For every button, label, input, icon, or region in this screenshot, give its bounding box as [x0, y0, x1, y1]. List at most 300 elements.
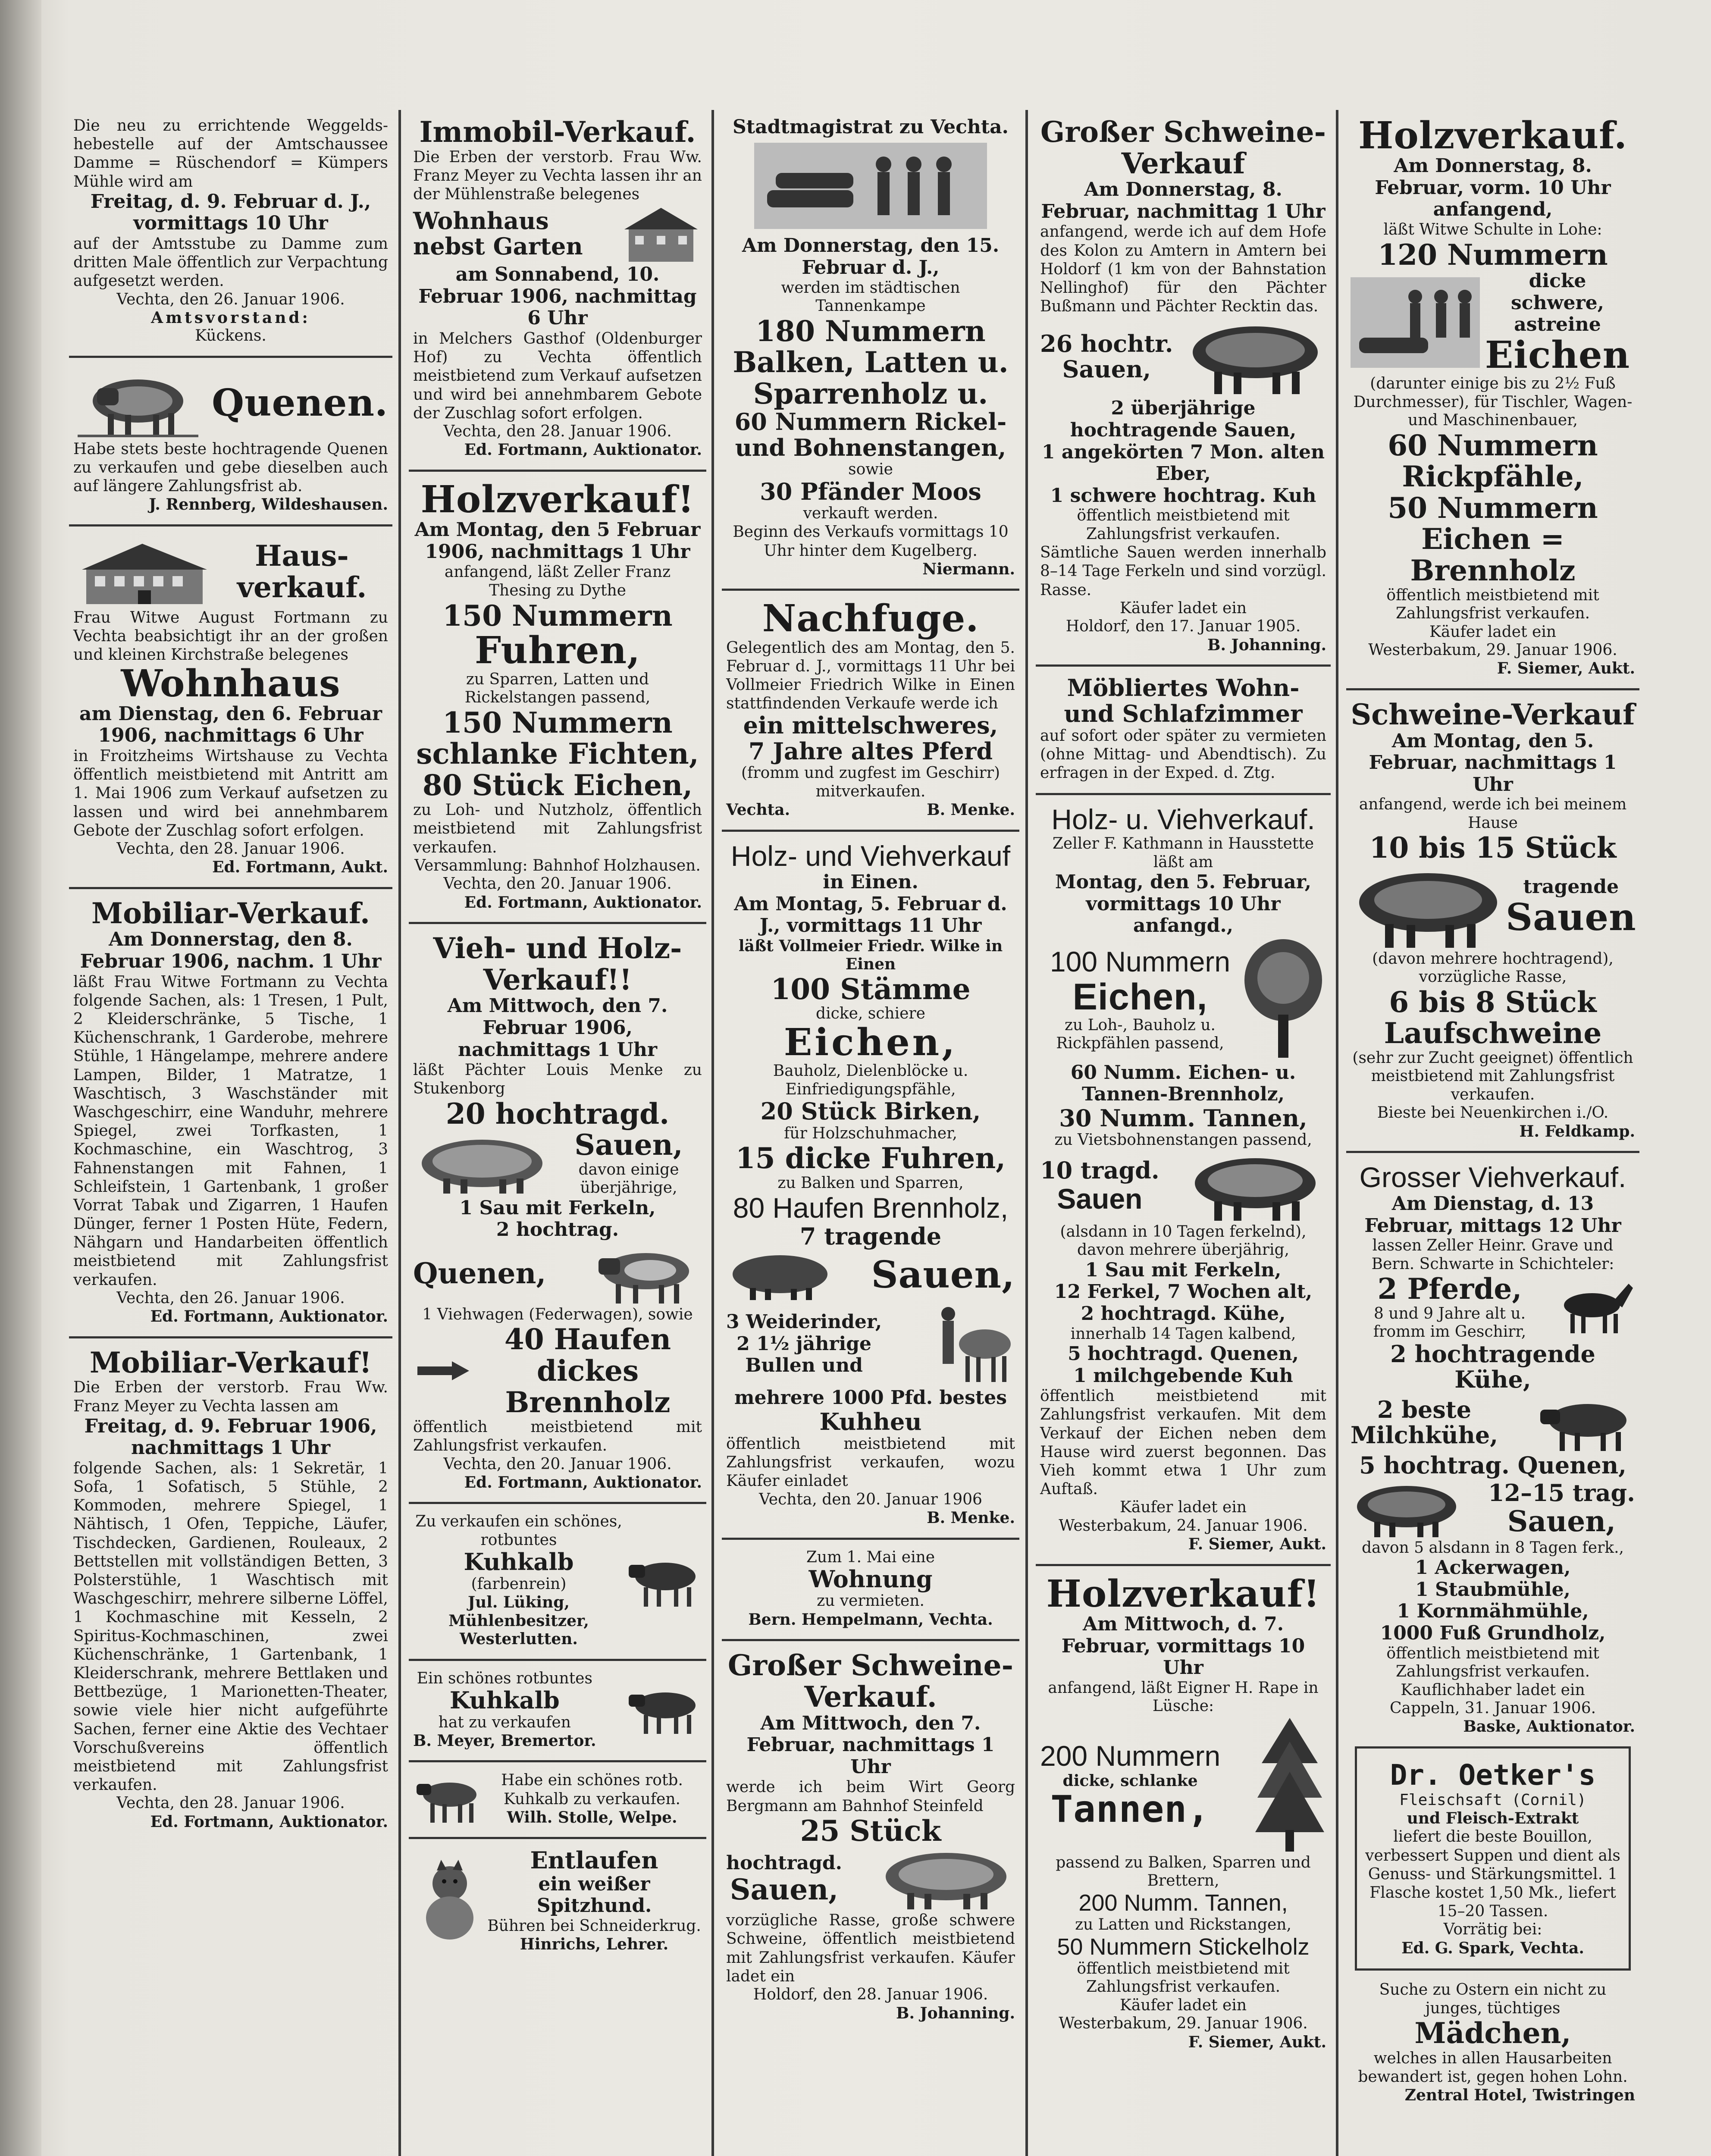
- ad-text: läßt Pächter Louis Menke zu Stukenborg: [413, 1061, 702, 1098]
- ad-date-line: Westerbakum, 29. Januar 1906.: [1059, 2015, 1308, 2033]
- ad-item: Eichen,: [1072, 976, 1208, 1018]
- ad-subtitle: Fleischsaft (Cornil): [1399, 1791, 1586, 1809]
- ad-date: Am Mittwoch, d. 7. Februar, vormittags 10 Uhr: [1061, 1613, 1305, 1679]
- ad-date-line: Vechta, den 20. Januar 1906.: [443, 875, 672, 893]
- ad-text: davon einige überjährige,: [578, 1160, 679, 1197]
- ad-text: öffentlich meistbietend mit Zahlungsfrist verkaufen.: [1386, 1644, 1599, 1681]
- ad-text: Ein schönes rotbuntes: [417, 1669, 592, 1687]
- ad-item: Sparrenholz u.: [753, 376, 988, 411]
- ad-separator: [722, 830, 1019, 832]
- ad-item: 12–15 trag.: [1488, 1479, 1635, 1507]
- ad-holzverkauf-thesing: [409, 477, 706, 912]
- ad-text: öffentlich meistbietend mit Zahlungsfrist verkaufen.: [1077, 507, 1290, 543]
- ad-item: 10 tragd.: [1040, 1156, 1159, 1184]
- ad-item: 100 Stämme: [771, 972, 971, 1006]
- ad-item: Rickpfähle,: [1402, 460, 1584, 494]
- ad-text: Zu verkaufen ein schönes, rotbuntes: [415, 1513, 622, 1549]
- ad-item: Laufschweine: [1384, 1016, 1602, 1050]
- ad-item: Balken, Latten u.: [733, 345, 1009, 379]
- ad-item: 50 Nummern Stickelholz: [1057, 1934, 1310, 1960]
- ad-item: 10 bis 15 Stück: [1369, 831, 1617, 865]
- ad-item: 6 bis 8 Stück: [1389, 985, 1597, 1019]
- ad-date-line: Westerbakum, 29. Januar 1906.: [1368, 641, 1617, 659]
- house-icon: [620, 204, 702, 264]
- ad-text: Zeller F. Kathmann in Hausstette läßt am: [1052, 835, 1314, 871]
- ad-holzverkauf-lohe: [1346, 116, 1639, 678]
- house-icon: [73, 535, 216, 608]
- ad-item: 1000 Fuß Grundholz,: [1380, 1622, 1606, 1644]
- ad-item: 1 Sau mit Ferkeln,: [1085, 1259, 1282, 1281]
- ad-title: Vieh- und Holz-Verkauf!!: [433, 931, 682, 997]
- ad-item: Sauen,: [1507, 1504, 1616, 1539]
- ad-item: 2 überjährige hochtragende Sauen,: [1070, 397, 1297, 441]
- ad-title: Großer Schweine-Verkauf: [1040, 116, 1326, 180]
- ad-nachfuge: [722, 599, 1019, 819]
- ad-text: (farbenrein): [471, 1575, 567, 1593]
- ad-item: 1 Kornmähmühle,: [1397, 1600, 1589, 1623]
- ad-text: Käufer ladet ein: [1119, 1498, 1247, 1517]
- ad-text: (fromm und zugfest im Geschirr) mitverkaufen.: [741, 764, 1000, 800]
- ad-place: Vechta.: [726, 801, 790, 819]
- column-rule: [711, 110, 714, 2156]
- ad-text: Bühren bei Schneiderkrug.: [487, 1917, 701, 1935]
- ad-date: Am Montag, den 5 Februar 1906, nachmittags 1 Uhr: [414, 519, 701, 563]
- ad-signer: Wilh. Stolle, Welpe.: [507, 1808, 677, 1827]
- ad-date-line: Cappeln, 31. Januar 1906.: [1389, 1699, 1596, 1717]
- ad-text: auf sofort oder später zu vermieten (ohne Mittag- und Abendtisch). Zu erfragen in der Exped. d. Ztg.: [1040, 727, 1326, 782]
- ad-text: zu Latten und Rickstangen,: [1075, 1916, 1291, 1934]
- ad-item: 1 milchgebende Kuh: [1073, 1364, 1293, 1387]
- ad-item: hochtragd.: [726, 1852, 842, 1874]
- ad-schweine-amtern: [1036, 116, 1331, 654]
- ad-text: öffentlich meistbietend mit Zahlungsfrist verkaufen. Mit dem Verkauf der Eichen neben dem Hause wird zuerst begonnen. Das Vieh kommt etwa 1 Uhr zum Auftaß.: [1040, 1387, 1326, 1498]
- pig-icon: [1351, 1479, 1463, 1539]
- ad-vieh-holz: [409, 933, 706, 1492]
- ad-item: 26 hochtr.: [1040, 329, 1173, 357]
- ad-grosser-viehverkauf: [1346, 1162, 1639, 1736]
- ad-separator: [409, 1502, 706, 1504]
- ad-text: Gelegentlich des am Montag, den 5. Februar d. J., vormittags 11 Uhr bei Vollmeier Friedrich Wilke in Einen stattfindenden Verkaufe werde ich: [726, 639, 1015, 713]
- ad-signer: B. Menke.: [927, 801, 1015, 819]
- ad-item: 180 Nummern: [755, 314, 986, 348]
- ad-separator: [409, 1760, 706, 1762]
- ad-item: Sauen,: [1062, 355, 1151, 383]
- column-4: [1036, 116, 1331, 2156]
- ad-item: 150 Nummern: [442, 599, 673, 633]
- ad-signer: Ed. Fortmann, Auktionator.: [150, 1307, 388, 1326]
- ad-text: öffentlich meistbietend mit Zahlungsfrist verkaufen.: [1077, 1960, 1290, 1996]
- ad-title: Immobil-Verkauf.: [419, 116, 696, 149]
- ad-date: Am Donnerstag, den 8. Februar 1906, nachm. 1 Uhr: [80, 928, 382, 973]
- pig-icon: [726, 1249, 834, 1301]
- ad-item: 60 Numm. Eichen- u. Tannen-Brennholz,: [1070, 1061, 1296, 1106]
- ad-item: Eichen: [1485, 333, 1630, 377]
- ad-item: 80 Stück Eichen,: [422, 768, 693, 802]
- ad-text: Suche zu Ostern ein nicht zu junges, tüchtiges: [1379, 1981, 1607, 2017]
- ad-title: Holzverkauf!: [1046, 1572, 1320, 1616]
- ad-item: 30 Numm. Tannen,: [1059, 1104, 1307, 1132]
- ad-immobil: [409, 116, 706, 459]
- ad-item: 1 Sau mit Ferkeln,: [459, 1197, 656, 1219]
- ad-separator: [409, 922, 706, 924]
- pig-icon: [413, 1131, 555, 1196]
- ad-text: Frau Witwe August Fortmann zu Vechta beabsichtigt ihr an der großen und kleinen Kirchstraße belegenes: [73, 608, 388, 664]
- ad-signer: Ed. Fortmann, Aukt.: [212, 858, 388, 877]
- ad-item: Sauen: [1057, 1183, 1143, 1215]
- men-logging-icon: [1351, 277, 1480, 368]
- ad-signer: Ed. G. Spark, Vechta.: [1401, 1939, 1584, 1957]
- ad-text: dicke, schiere: [816, 1005, 925, 1023]
- ad-item: 80 Haufen Brennholz,: [733, 1192, 1009, 1224]
- ad-headline: Kuhkalb: [464, 1548, 574, 1576]
- ad-item: Sauen: [1506, 895, 1636, 939]
- ad-text: zu Loh- und Nutzholz, öffentlich meistbietend mit Zahlungsfrist verkaufen.: [413, 801, 702, 856]
- ad-item: 2 1½ jährige: [736, 1332, 872, 1355]
- ad-separator: [722, 1538, 1019, 1540]
- ad-item: Sauen,: [730, 1873, 839, 1907]
- ad-date: Montag, den 5. Februar, vormittags 10 Uhr anfangd.,: [1055, 871, 1312, 937]
- ad-holz-vieh-einen: [722, 840, 1019, 1527]
- ad-text: Käufer ladet ein: [1119, 599, 1247, 617]
- ad-mobiliar-2: [69, 1347, 392, 1831]
- ad-item: 2 hochtragende Kühe,: [1390, 1340, 1595, 1393]
- ad-item: 5 hochtrag. Quenen,: [1359, 1451, 1626, 1479]
- ad-title: Holz- und Viehverkauf: [730, 840, 1011, 872]
- ad-date: am Sonnabend, 10. Februar 1906, nachmittag 6 Uhr: [418, 263, 697, 329]
- ad-date-line: Holdorf, den 28. Januar 1906.: [753, 1986, 988, 2004]
- ad-item: Sauen,: [871, 1253, 1015, 1297]
- ad-date-line: Vechta, den 26. Januar 1906.: [116, 290, 345, 308]
- ad-text: läßt Frau Witwe Fortmann zu Vechta folgende Sachen, als: 1 Tresen, 1 Pult, 2 Kleiderschränke, 5 Tische, 1 Küchenschrank, 1 Garderobe, mehrere Stühle, 1 Hängelampe, mehrere andere Lampen, Bilder, 1 Matratze, 1 Waschtisch, 3 Waschständer mit Waschgeschirr, eine Wanduhr, mehrere Spiegel, zwei Torfkasten, 1 Kochmaschine, ein Waschtrog, 3 Fahnenstangen mit Fahnen, 1 Schleifstein, 1 Gartenbank, 1 großer Vorrat Tabak und Zigarren, 1 Haufen Dünger, ferner 1 Posten Hüte, Federn, Nähgarn und Handarbeiten öffentlich meistbietend mit Zahlungsfrist verkaufen.: [73, 973, 388, 1289]
- ad-text: innerhalb 14 Tagen kalbend,: [1070, 1325, 1296, 1343]
- ad-separator: [69, 1336, 392, 1338]
- pig-icon: [1184, 1150, 1326, 1223]
- ad-item: 2 hochtrag.: [496, 1219, 619, 1241]
- ad-text: öffentlich meistbietend mit Zahlungsfrist verkaufen.: [1386, 586, 1599, 623]
- ad-signer: J. Rennberg, Wildeshausen.: [149, 495, 388, 514]
- ad-kuhkalb-3: [409, 1771, 706, 1827]
- ad-text: öffentlich meistbietend mit Zahlungsfrist verkaufen.: [413, 1418, 702, 1455]
- ad-oetker: [1355, 1746, 1631, 1971]
- ad-wohnung: [722, 1548, 1019, 1629]
- ad-schweine-steinfeld: [722, 1650, 1019, 2022]
- ad-text: in Froitzheims Wirtshause zu Vechta öffentlich meistbietend mit Antritt am 1. Mai 1906 zum Verkauf aufsetzen zu lassen und wird bei annehmbarem Gebote der Zuschlag sofort erfolgen.: [73, 747, 388, 840]
- ad-text: dicke schwere, astreine: [1511, 270, 1604, 336]
- ad-text: anfangend, läßt Eigner H. Rape in Lüsche:: [1048, 1679, 1319, 1715]
- ad-separator: [409, 1659, 706, 1661]
- ad-item: Kuhheu: [819, 1407, 922, 1435]
- ad-signer: Ed. Fortmann, Auktionator.: [464, 893, 702, 912]
- ad-date-line: Vechta, den 28. Januar 1906.: [116, 1794, 345, 1812]
- cow-icon: [929, 1301, 1015, 1387]
- ad-item: 40 Haufen dickes Brennholz: [504, 1322, 671, 1419]
- ad-hausverkauf: [69, 535, 392, 877]
- ad-signer: Kückens.: [195, 327, 266, 345]
- ad-item: 1 Staubmühle,: [1415, 1578, 1570, 1601]
- ad-item: 20 hochtragd.: [445, 1097, 670, 1131]
- cow-icon: [1532, 1392, 1635, 1453]
- ad-item: 25 Stück: [800, 1814, 941, 1848]
- ad-item: 60 Nummern Rickel- und Bohnenstangen,: [734, 408, 1007, 461]
- column-2: [409, 116, 706, 2156]
- ad-item: Milchkühe,: [1351, 1421, 1498, 1449]
- ad-stadtmagistrat: [722, 116, 1019, 578]
- ad-separator: [722, 1639, 1019, 1641]
- ad-headline: Entlaufen: [530, 1846, 658, 1874]
- ad-text: Die Erben der verstorb. Frau Ww. Franz Meyer zu Vechta lassen am: [73, 1379, 388, 1415]
- ad-date-line: Vechta, den 20. Januar 1906: [759, 1490, 982, 1508]
- ad-separator: [409, 470, 706, 472]
- ad-date-line: Westerbakum, 24. Januar 1906.: [1059, 1517, 1308, 1535]
- ad-signer: Bern. Hempelmann, Vechta.: [748, 1610, 993, 1629]
- ad-text: tragende: [1523, 876, 1619, 898]
- ad-text: Habe ein schönes rotb. Kuhkalb zu verkaufen.: [501, 1771, 683, 1808]
- ad-headline: Mädchen,: [1414, 2016, 1571, 2050]
- ad-holz-vieh-hausstette: [1036, 804, 1331, 1554]
- ad-item: 1 angekörten 7 Mon. alten Eber,: [1042, 441, 1325, 485]
- cow-icon: [586, 1241, 702, 1306]
- ad-text: läßt Witwe Schulte in Lohe:: [1383, 221, 1602, 239]
- ad-item: Fuhren,: [474, 629, 641, 673]
- ad-text: (darunter einige bis zu 2½ Fuß Durchmesser), für Tischler, Wagen- und Maschinenbauer,: [1353, 375, 1633, 429]
- pig-icon: [1351, 864, 1506, 950]
- ad-text: (alsdann in 10 Tagen ferkelnd), davon mehrere überjährig,: [1060, 1222, 1307, 1259]
- ad-item: Bullen und: [745, 1354, 863, 1377]
- column-rule: [398, 110, 401, 2156]
- ad-signer: B. Johanning.: [896, 2004, 1015, 2022]
- ad-separator: [1346, 688, 1639, 690]
- ad-date: Am Montag, den 5. Februar, nachmittags 1 Uhr: [1369, 730, 1617, 796]
- ad-date: Am Mittwoch, den 7. Februar, nachmittags 1 Uhr: [746, 1712, 995, 1778]
- ad-text: werde ich beim Wirt Georg Bergmann am Bahnhof Steinfeld: [726, 1778, 1015, 1815]
- ad-item: Tannen,: [1050, 1788, 1210, 1831]
- ad-item: Sauen,: [574, 1128, 683, 1162]
- pig-icon: [1184, 316, 1326, 398]
- ad-schweine-feldkamp: [1346, 699, 1639, 1141]
- ad-signer: B. Menke.: [927, 1509, 1015, 1527]
- ad-signer-title: Amtsvorstand:: [151, 308, 310, 327]
- ad-text: Habe stets beste hochtragende Quenen zu verkaufen und gebe dieselben auch auf längere Zahlungsfrist ab.: [73, 440, 388, 495]
- column-3: [722, 116, 1019, 2156]
- ad-holzverkauf-rape: [1036, 1572, 1331, 2052]
- ad-item: 1 Ackerwagen,: [1415, 1557, 1571, 1579]
- ad-text: läßt Vollmeier Friedr. Wilke in Einen: [738, 937, 1003, 974]
- ad-subtitle: und Fleisch-Extrakt: [1407, 1809, 1579, 1827]
- ad-text: zu Sparren, Latten und Rickelstangen passend,: [464, 670, 651, 707]
- ad-date: Am Donnerstag, 8. Februar, nachmittag 1 Uhr: [1041, 179, 1326, 222]
- ad-text: folgende Sachen, als: 1 Sekretär, 1 Sofa, 1 Sofatisch, 5 Stühle, 2 Kommoden, mehrere Spiegel, 1 Nähtisch, 1 Ofen, Teppiche, Läufer, Tischdecken, Gardienen, Rouleaux, 2 Bettstellen mit vollständigen Betten, 3 Polsterstühle, 1 Waschtisch mit Waschgeschirr, mehrere silberne Löffel, 1 Kochmaschine mit Kesseln, 2 Spiritus-Kochmaschinen, zwei Küchenschränke, 1 Gartenbank, 1 Kleiderschrank, mehrere Bettlaken und Bettbezüge, 1 Marionetten-Theater, sowie viele hier nicht aufgeführte Sachen, ferner eine Aktie des Vechtaer Vorschußvereins öffentlich meistbietend mit Zahlungsfrist verkaufen.: [73, 1459, 388, 1794]
- ad-title: Dr. Oetker's: [1390, 1758, 1596, 1792]
- ad-separator: [1036, 793, 1331, 795]
- ad-text: verkauft werden.: [803, 505, 938, 523]
- ad-text: Zum 1. Mai eine: [806, 1548, 935, 1566]
- ad-text: Bieste bei Neuenkirchen i./O.: [1377, 1104, 1609, 1122]
- ad-text: liefert die beste Bouillon, verbessert Suppen und dient als Genuss- und Stärkungsmittel. 1 Flasche kostet 1,50 Mk., liefert 15–20 Tassen.: [1365, 1828, 1620, 1921]
- ad-text: Die Erben der verstorb. Frau Ww. Franz Meyer zu Vechta lassen ihr an der Mühlenstraße belegenes: [413, 148, 702, 203]
- ad-signer: Ed. Fortmann, Auktionator.: [464, 441, 702, 459]
- ad-item: Quenen,: [413, 1256, 546, 1290]
- ad-separator: [409, 1837, 706, 1839]
- ad-text: anfangend, läßt Zeller Franz Thesing zu Dythe: [444, 563, 671, 600]
- column-rule: [1336, 110, 1338, 2156]
- dog-icon: [413, 1858, 486, 1944]
- ad-text: davon 5 alsdann in 8 Tagen ferk.,: [1362, 1539, 1624, 1557]
- ad-date: Freitag, d. 9. Februar 1906, nachmittags 1 Uhr: [84, 1415, 377, 1459]
- tree-icon: [1253, 1716, 1326, 1854]
- ad-separator: [1036, 664, 1331, 667]
- ad-signer: Jul. Lüking, Mühlenbesitzer, Westerlutten.: [448, 1593, 589, 1648]
- ad-title: Großer Schweine-Verkauf.: [727, 1648, 1014, 1714]
- ad-text: anfangend, werde ich bei meinem Hause: [1359, 796, 1627, 832]
- ad-text: vorzügliche Rasse, große schwere Schweine, öffentlich meistbietend mit Zahlungsfrist verkaufen. Käufer ladet ein: [726, 1912, 1015, 1985]
- calf-icon: [413, 1773, 482, 1825]
- column-1: [69, 116, 392, 2156]
- ad-item: 20 Stück Birken,: [760, 1097, 981, 1125]
- ad-text: zu Loh-, Bauholz u. Rickpfählen passend,: [1056, 1016, 1224, 1053]
- ad-headline: Wohnhaus: [121, 661, 341, 705]
- ad-item: 120 Nummern: [1378, 238, 1608, 272]
- ad-title: Nachfuge.: [762, 597, 979, 641]
- ad-text: dicke, schlanke: [1062, 1771, 1198, 1790]
- column-5: [1346, 116, 1639, 2156]
- hand-pointer-icon: [413, 1354, 473, 1388]
- ad-text: Kauflichhaber ladet ein: [1401, 1681, 1585, 1699]
- ad-maedchen: [1346, 1981, 1639, 2104]
- ad-date: Freitag, d. 9. Februar d. J., vormittags 10 Uhr: [90, 190, 371, 235]
- ad-title: Haus-verkauf.: [237, 539, 367, 604]
- ad-title: Holzverkauf.: [1358, 116, 1627, 157]
- ad-text: zu vermieten.: [817, 1592, 924, 1610]
- ad-signer: Niermann.: [922, 560, 1015, 578]
- ad-item: schlanke Fichten,: [416, 737, 699, 771]
- ad-text: Käufer ladet ein: [1429, 623, 1557, 641]
- ad-quenen: [69, 367, 392, 514]
- ad-date-line: Vechta, den 26. Januar 1906.: [116, 1289, 345, 1307]
- tree-icon: [1240, 937, 1326, 1062]
- ad-text: Sämtliche Sauen werden innerhalb 8–14 Tage Ferkeln und sind vorzügl. Rasse.: [1040, 544, 1326, 599]
- column-rule: [1025, 110, 1028, 2156]
- binding-gutter: [0, 0, 41, 2156]
- ad-item: 30 Pfänder Moos: [760, 477, 981, 505]
- ad-entlaufen: [409, 1848, 706, 1954]
- ad-date: Am Donnerstag, den 15. Februar d. J.,: [742, 235, 1000, 279]
- ad-date: Am Mittwoch, den 7. Februar 1906, nachmittags 1 Uhr: [447, 995, 668, 1061]
- ad-date: Am Donnerstag, 8. Februar, vorm. 10 Uhr anfangend,: [1375, 155, 1611, 221]
- ad-item: 7 tragende: [799, 1222, 942, 1250]
- ad-title: Quenen.: [212, 381, 388, 425]
- calf-icon: [624, 1684, 702, 1736]
- ad-item: Eichen,: [783, 1020, 958, 1064]
- ad-signer: B. Johanning.: [1207, 636, 1326, 654]
- ad-item: mehrere 1000 Pfd. bestes: [734, 1387, 1007, 1409]
- ad-signer: F. Siemer, Aukt.: [1497, 659, 1635, 678]
- ad-item: 50 Nummern: [1388, 491, 1598, 525]
- ad-text: zu Vietsbohnenstangen passend,: [1054, 1131, 1312, 1149]
- ad-text: öffentlich meistbietend mit Zahlungsfrist verkaufen, wozu Käufer einladet: [726, 1435, 1015, 1490]
- ad-text: Beginn des Verkaufs vormittags 10 Uhr hinter dem Kugelberg.: [733, 523, 1009, 560]
- ad-title: Stadtmagistrat zu Vechta.: [733, 116, 1009, 138]
- ad-mobiliar-1: [69, 898, 392, 1326]
- ad-separator: [1346, 1151, 1639, 1153]
- ad-text: 1 Viehwagen (Federwagen), sowie: [422, 1305, 693, 1323]
- ad-weggeld: [69, 116, 392, 345]
- ad-text: sowie: [848, 461, 893, 479]
- ad-text: Versammlung: Bahnhof Holzhausen.: [414, 856, 701, 874]
- ad-text: hat zu verkaufen: [438, 1713, 571, 1731]
- ad-signer: B. Meyer, Bremertor.: [413, 1732, 596, 1750]
- ad-date-line: Vechta, den 28. Januar 1906.: [443, 422, 672, 440]
- ad-signer: Ed. Fortmann, Auktionator.: [464, 1473, 702, 1492]
- ad-separator: [69, 356, 392, 358]
- ad-signer: Hinrichs, Lehrer.: [520, 1935, 669, 1954]
- ad-signer: F. Siemer, Aukt.: [1188, 1535, 1326, 1554]
- ad-text: anfangend, werde ich auf dem Hofe des Kolon zu Amtern in Amtern bei Holdorf (1 km von der Bahnstation Nellinghof) für den Pächter Bußmann und Pächter Recktin das.: [1040, 223, 1326, 316]
- ad-separator: [69, 524, 392, 526]
- ad-date: Am Dienstag, d. 13 Februar, mittags 12 Uhr: [1364, 1192, 1621, 1237]
- ad-signer: H. Feldkamp.: [1519, 1122, 1635, 1141]
- ad-title: Holzverkauf!: [420, 477, 695, 521]
- cow-icon: [73, 367, 203, 440]
- ad-item: 7 Jahre altes Pferd: [748, 737, 993, 765]
- ad-text: welches in allen Hausarbeiten bewandert ist, gegen hohen Lohn.: [1358, 2049, 1628, 2086]
- ad-date: Am Montag, 5. Februar d. J., vormittags 11 Uhr: [734, 893, 1007, 937]
- ad-item: 2 Pferde,: [1377, 1272, 1522, 1306]
- men-logging-icon: [750, 138, 991, 233]
- ad-moebliertes-zimmer: [1036, 675, 1331, 782]
- ad-headline: Wohnung: [808, 1565, 933, 1593]
- ad-signer: Zentral Hotel, Twistringen: [1404, 2086, 1635, 2105]
- ad-signer: Baske, Auktionator.: [1463, 1717, 1635, 1736]
- ad-separator: [1036, 1564, 1331, 1566]
- ad-text: Vorrätig bei:: [1443, 1921, 1542, 1939]
- ad-item: 12 Ferkel, 7 Wochen alt,: [1054, 1281, 1313, 1303]
- ad-text: werden im städtischen Tannenkampe: [781, 279, 960, 315]
- ad-text: Käufer ladet ein: [1119, 1996, 1247, 2014]
- ad-date-line: Holdorf, den 17. Januar 1905.: [1065, 617, 1301, 636]
- ad-item: 100 Nummern: [1050, 945, 1231, 978]
- ad-text: auf der Amtsstube zu Damme zum dritten Male öffentlich zur Verpachtung aufgesetzt werden.: [73, 235, 388, 290]
- ad-date-line: Vechta, den 20. Januar 1906.: [443, 1455, 672, 1473]
- ad-headline: Kuhkalb: [449, 1686, 560, 1714]
- ad-item: 150 Nummern: [442, 705, 673, 740]
- ad-title: Mobiliar-Verkauf.: [91, 896, 370, 930]
- ad-text: (sehr zur Zucht geeignet) öffentlich meistbietend mit Zahlungsfrist verkaufen.: [1352, 1049, 1633, 1103]
- ad-text: in Melchers Gasthof (Oldenburger Hof) zu Vechta öffentlich meistbietend zum Verkauf aufsetzen und wird bei annehmbarem Gebote der Zuschlag sofort erfolgen.: [413, 329, 702, 422]
- ad-subtitle: in Einen.: [823, 871, 918, 893]
- ad-item: Eichen = Brennholz: [1410, 522, 1576, 587]
- ad-item: 15 dicke Fuhren,: [735, 1141, 1006, 1175]
- ad-text: für Holzschuhmacher,: [784, 1124, 957, 1142]
- ad-text: Bauholz, Dielenblöcke u. Einfriedigungspfähle,: [773, 1062, 968, 1098]
- ad-item: 60 Nummern: [1388, 428, 1598, 462]
- ad-separator: [69, 887, 392, 889]
- ad-signer: Ed. Fortmann, Auktionator.: [150, 1812, 388, 1831]
- ad-item: 2 hochtragd. Kühe,: [1081, 1303, 1286, 1325]
- ad-text: 8 und 9 Jahre alt u. fromm im Geschirr,: [1373, 1304, 1526, 1341]
- calf-icon: [624, 1553, 702, 1609]
- ad-item: 5 hochtragd. Quenen,: [1068, 1343, 1299, 1365]
- ad-kuhkalb-2: [409, 1670, 706, 1750]
- ad-item: ein weißer Spitzhund.: [536, 1873, 652, 1917]
- pig-icon: [877, 1846, 1015, 1911]
- ad-item: 1 schwere hochtrag. Kuh: [1050, 484, 1316, 507]
- ad-title: Mobiliar-Verkauf!: [89, 1345, 372, 1379]
- horse-icon: [1549, 1279, 1635, 1335]
- ad-item: ein mittelschweres,: [743, 711, 998, 740]
- ad-headline: Wohnhaus nebst Garten: [413, 207, 583, 260]
- ad-title: Schweine-Verkauf: [1351, 697, 1635, 731]
- ad-text: (davon mehrere hochtragend), vorzügliche Rasse,: [1372, 950, 1614, 986]
